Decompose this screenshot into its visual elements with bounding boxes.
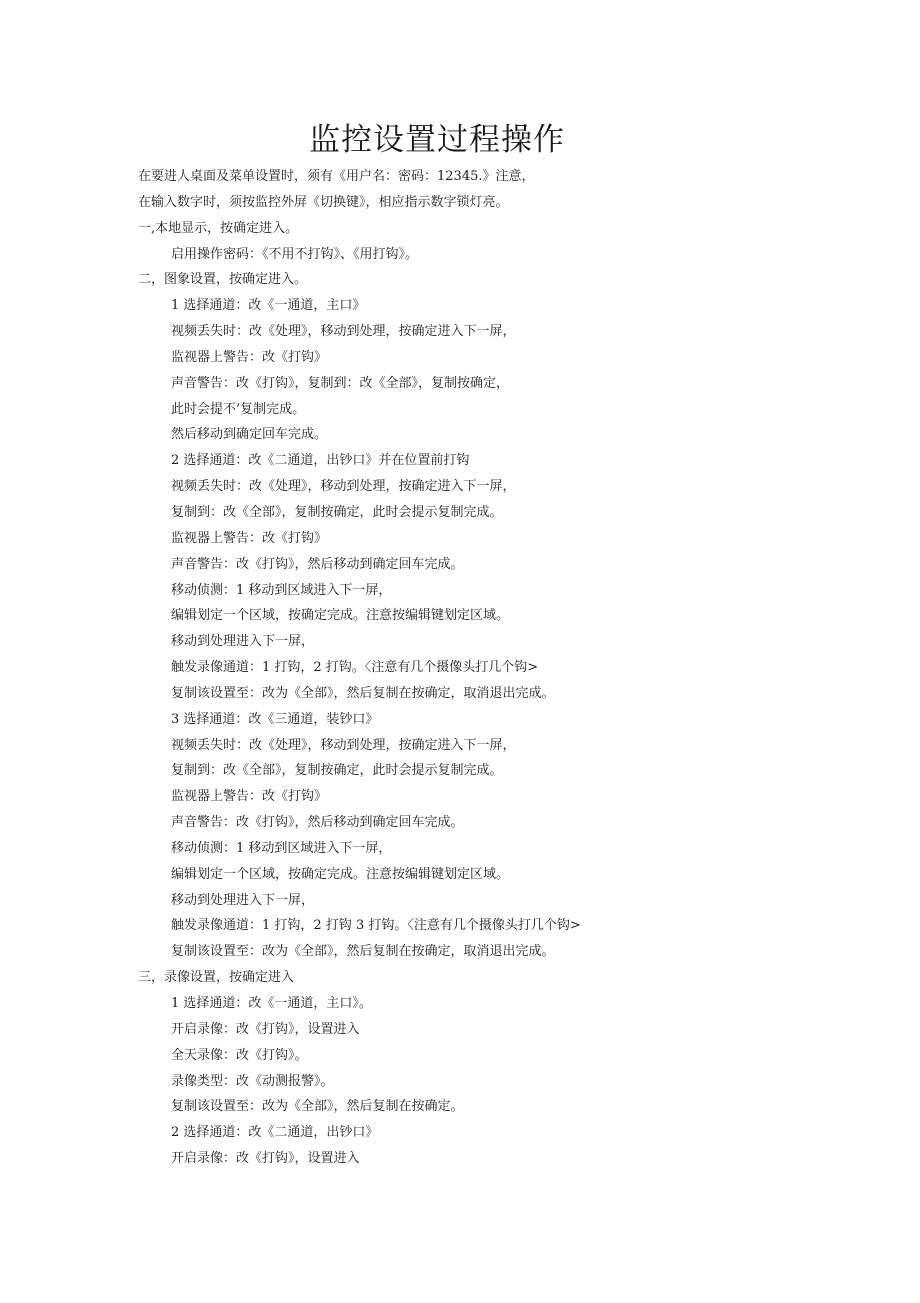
body-line-indented: 声音警告：改《打钩》，复制到：改《全部》，复制按确定， bbox=[171, 375, 510, 391]
body-line-indented: 移动侦测：1 移动到区域进入下一屏， bbox=[171, 840, 392, 856]
body-line-indented: 2 选择通道：改《二通道，出钞口》并在位置前打钩 bbox=[171, 453, 470, 469]
body-line: 一,本地显示，按确定进入。 bbox=[138, 220, 299, 236]
body-line-indented: 此时会提不’复制完成。 bbox=[171, 401, 306, 417]
body-line-indented: 复制该设置至：改为《全部》，然后复制在按确定，取消退出完成。 bbox=[171, 944, 555, 960]
body-line-indented: 3 选择通道：改《三通道，装钞口》 bbox=[171, 711, 379, 727]
body-line-indented: 视频丢失时：改《处理》，移动到处理，按确定进入下一屏， bbox=[171, 479, 516, 495]
body-line-indented: 1 选择通道：改《一通道，主口》 bbox=[171, 298, 366, 314]
body-line-indented: 视频丢失时：改《处理》，移动到处理，按确定进入下一屏， bbox=[171, 324, 516, 340]
document-title: 监控设置过程操作 bbox=[309, 122, 565, 158]
body-line-indented: 声音警告：改《打钩》，然后移动到确定回车完成。 bbox=[171, 556, 464, 572]
body-line-indented: 然后移动到确定回车完成。 bbox=[171, 427, 328, 443]
body-line-indented: 触发录像通道：1 打钩，2 打钩 3 打钩。〈注意有几个摄像头打几个钩> bbox=[171, 918, 581, 934]
body-line-indented: 编辑划定一个区域，按确定完成。注意按编辑键划定区域。 bbox=[171, 866, 510, 882]
body-line-indented: 移动到处理进入下一屏， bbox=[171, 634, 315, 650]
body-line-indented: 1 选择通道：改《一通道，主口》。 bbox=[171, 996, 372, 1011]
body-line: 三，录像设置，按确定进入 bbox=[138, 970, 295, 986]
body-line-indented: 复制到：改《全部》，复制按确定，此时会提示复制完成。 bbox=[171, 504, 503, 520]
body-line-indented: 复制该设置至：改为《全部》，然后复制在按确定。 bbox=[171, 1099, 464, 1115]
body-line-indented: 复制到：改《全部》，复制按确定，此时会提示复制完成。 bbox=[171, 763, 503, 779]
body-line-indented: 开启录像：改《打钩》，设置进入 bbox=[171, 1151, 360, 1167]
body-line-indented: 监视器上警告：改《打钩》 bbox=[171, 349, 328, 365]
body-line: 在要进人桌面及菜单设置时，须有《用户名：密码：12345.》注意， bbox=[138, 169, 535, 184]
body-line-indented: 监视器上警告：改《打钩》 bbox=[171, 789, 328, 805]
body-line-indented: 声音警告：改《打钩》，然后移动到确定回车完成。 bbox=[171, 815, 464, 831]
body-line: 在输入数字时，须按监控外屏《切换键》，相应指示数字锁灯亮。 bbox=[138, 194, 509, 210]
body-line-indented: 启用操作密码：《不用不打钩》、《用打钩》。 bbox=[171, 246, 419, 262]
body-line-indented: 监视器上警告：改《打钩》 bbox=[171, 530, 328, 546]
body-line-indented: 2 选择通道：改《二通道，出钞口》 bbox=[171, 1125, 379, 1141]
body-line-indented: 开启录像：改《打钩》，设置进入 bbox=[171, 1021, 360, 1037]
body-line-indented: 编辑划定一个区域，按确定完成。注意按编辑键划定区域。 bbox=[171, 608, 510, 624]
body-line-indented: 复制该设置至：改为《全部》，然后复制在按确定，取消退出完成。 bbox=[171, 685, 555, 701]
body-line-indented: 全天录像：改《打钩》。 bbox=[171, 1047, 308, 1063]
body-line: 二，图象设置，按确定进入。 bbox=[138, 272, 308, 288]
body-line-indented: 移动到处理进入下一屏， bbox=[171, 892, 315, 908]
body-line-indented: 视频丢失时：改《处理》，移动到处理，按确定进入下一屏， bbox=[171, 737, 516, 753]
body-line-indented: 移动侦测：1 移动到区域进入下一屏， bbox=[171, 582, 392, 598]
body-line-indented: 录像类型：改《动测报警》。 bbox=[171, 1073, 334, 1089]
body-line-indented: 触发录像通道：1 打钩，2 打钩。〈注意有几个摄像头打几个钩> bbox=[171, 660, 539, 676]
document-body bbox=[138, 164, 878, 1172]
